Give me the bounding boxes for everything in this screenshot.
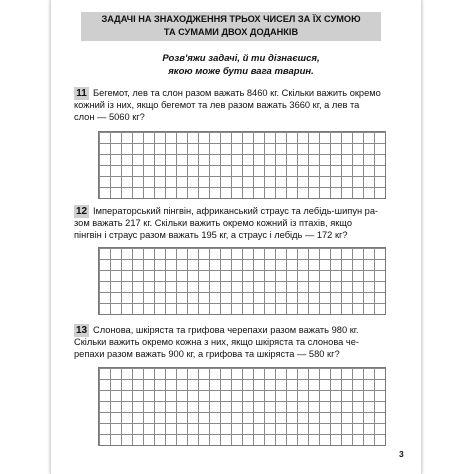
workbook-page <box>50 0 422 474</box>
section-title <box>81 12 381 41</box>
task-line: зом важать 217 кг. Скільки важить окремо кожний із птахів, якщо <box>74 218 353 228</box>
answer-grid-11[interactable] <box>98 131 386 199</box>
task-number-badge: 11 <box>74 87 89 100</box>
task-number-badge: 12 <box>75 206 88 217</box>
page-number: 3 <box>399 449 404 459</box>
instruction-line-2: якою може бути вага тварин. <box>168 66 314 77</box>
task-line: Скільки важить окремо кожна з них, якщо шкіряста та слонова че- <box>74 337 360 347</box>
task-line: репахи разом важать 900 кг, а грифова та шкіряста — 580 кг? <box>74 349 340 359</box>
task-line: Бегемот, лев та слон разом важать 8460 кг. Скільки важить окремо <box>93 88 381 98</box>
instruction-line-1: Розв'яжи задачі, й ти дізнаєшся, <box>162 53 320 64</box>
task-line: Імператорський пінгвін, африканський страус та лебідь-шипун ра- <box>93 206 379 216</box>
task-line: кожний із них, якщо бегемот та лев разом важать 3660 кг, а лев та <box>74 100 360 110</box>
section-title-line-1: ЗАДАЧІ НА ЗНАХОДЖЕННЯ ТРЬОХ ЧИСЕЛ ЗА ЇХ СУМОЮ <box>101 14 361 24</box>
answer-grid-13[interactable] <box>98 367 386 446</box>
task-12-text <box>74 205 392 241</box>
instruction <box>91 52 391 78</box>
answer-grid-12[interactable] <box>98 247 386 315</box>
task-line: Слонова, шкіряста та грифова черепахи разом важать 980 кг. <box>93 325 359 335</box>
task-13-text <box>74 324 392 360</box>
task-number-badge: 13 <box>75 325 88 336</box>
task-line: пінгвін і страус разом важать 195 кг, а страус і лебідь — 172 кг? <box>74 230 348 240</box>
task-11-text <box>74 87 392 123</box>
section-title-line-2: ТА СУМАМИ ДВОХ ДОДАНКІВ <box>163 27 299 37</box>
task-line: слон — 5060 кг? <box>74 112 145 122</box>
